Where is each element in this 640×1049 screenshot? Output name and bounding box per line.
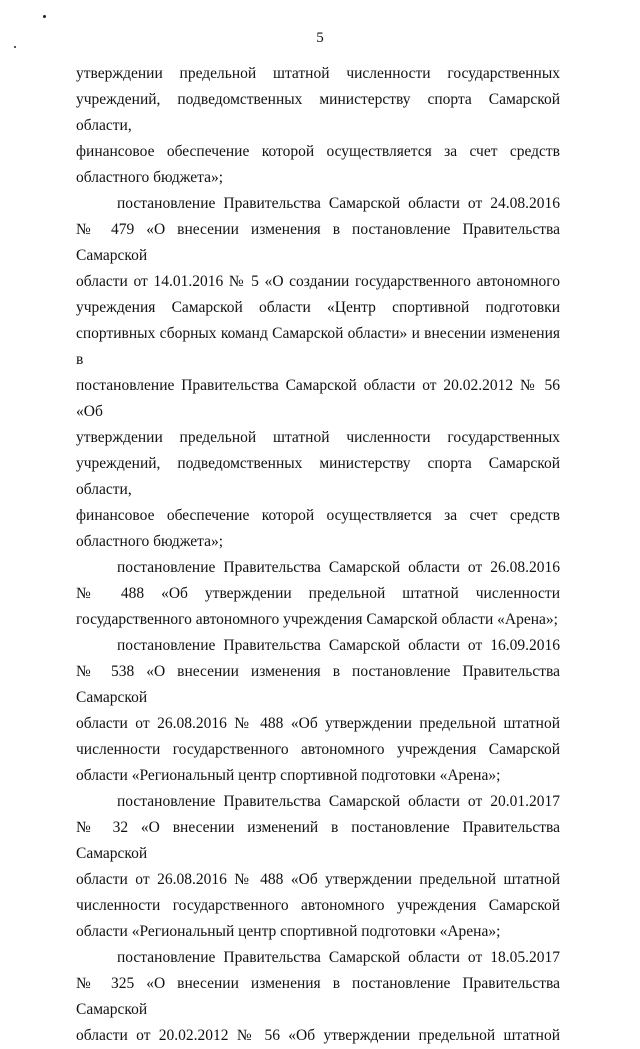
text-line: постановление Правительства Самарской области от 20.01.2017 [117,793,560,810]
text-line: области от 26.08.2016 № 488 «Об утверждении предельной штатной [76,871,560,888]
scan-speck [43,15,46,18]
text-line: спортивных сборных команд Самарской области» и внесении изменения в [76,325,560,368]
text-line: численности государственного автономного учреждения Самарской [76,741,560,758]
text-line: постановление Правительства Самарской области от 18.05.2017 [117,949,560,966]
text-line: учреждения Самарской области «Центр спортивной подготовки [76,299,560,316]
text-line: № 479 «О внесении изменения в постановление Правительства Самарской [76,221,560,264]
text-line: утверждении предельной штатной численности государственных [76,429,560,446]
text-line: областного бюджета»; [76,169,224,186]
text-line: постановление Правительства Самарской области от 20.02.2012 № 56 «Об [76,377,560,420]
text-line: области от 14.01.2016 № 5 «О создании государственного автономного [76,273,560,290]
text-line: финансовое обеспечение которой осуществляется за счет средств [76,507,560,524]
text-line: финансовое обеспечение которой осуществляется за счет средств [76,143,560,160]
text-line: учреждений, подведомственных министерству спорта Самарской области, [76,91,560,134]
text-line: численности государственного автономного учреждения Самарской [76,897,560,914]
text-line: постановление Правительства Самарской области от 24.08.2016 [117,195,560,212]
text-line: № 538 «О внесении изменения в постановление Правительства Самарской [76,663,560,706]
text-line: учреждений, подведомственных министерству спорта Самарской области, [76,455,560,498]
text-line: государственного автономного учреждения Самарской области «Арена»; [76,611,558,628]
document-body [76,61,560,1049]
text-line: области от 26.08.2016 № 488 «Об утверждении предельной штатной [76,715,560,732]
page-number: 5 [316,30,324,46]
text-line: утверждении предельной штатной численности государственных [76,65,560,82]
text-line: постановление Правительства Самарской области от 16.09.2016 [117,637,560,654]
text-line: областного бюджета»; [76,533,224,550]
text-line: № 32 «О внесении изменений в постановление Правительства Самарской [76,819,560,862]
text-line: области от 20.02.2012 № 56 «Об утверждении предельной штатной [76,1027,560,1044]
text-line: постановление Правительства Самарской области от 26.08.2016 [117,559,560,576]
text-line: № 488 «Об утверждении предельной штатной численности [76,585,560,602]
text-line: области «Региональный центр спортивной подготовки «Арена»; [76,923,501,940]
text-line: № 325 «О внесении изменения в постановление Правительства Самарской [76,975,560,1018]
text-line: области «Региональный центр спортивной подготовки «Арена»; [76,767,501,784]
